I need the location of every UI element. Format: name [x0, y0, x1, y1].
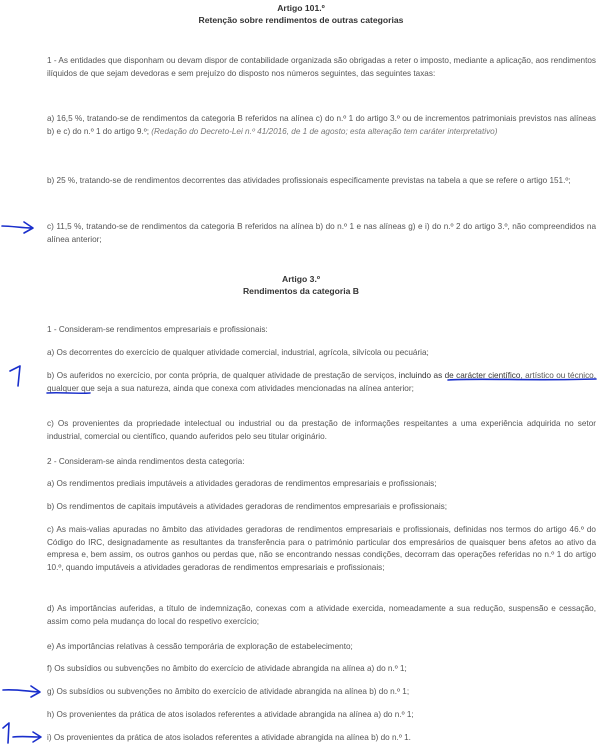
article-101-item-a-text: a) 16,5 %, tratando-se de rendimentos da categoria B referidos na alínea c) do n.º 1 do artigo 3.º ou de incrementos patrimoniais previstos nas alíneas b) e c) do n.º 1 do artigo 9.º; — [47, 114, 596, 136]
article-3-item-1b — [47, 370, 596, 395]
article-3-item-1b-start: b) Os auferidos no exercício, por conta própria, de qualquer atividade de prestação de serviços, — [47, 371, 399, 380]
number-one-mark-2i — [3, 723, 9, 743]
article-3-item-2d: d) As importâncias auferidas, a título de indemnização, conexas com a atividade exercida, nomeadamente a sua redução, suspensão e cessação, assim como pela mudança do local do respetivo exercício; — [47, 604, 596, 626]
arrow-mark-2g — [3, 686, 40, 697]
article-3-item-2g: g) Os subsídios ou subvenções no âmbito do exercício de atividade abrangida na alínea b) do n.º 1; — [47, 687, 410, 696]
article-101-item-a-note: (Redação do Decreto-Lei n.º 41/2016, de 1 de agosto; esta alteração tem caráter interpretativo) — [151, 126, 498, 136]
arrow-mark-2i — [13, 732, 41, 742]
article-3-item-1b-end: , artístico ou técnico, qualquer que seja a sua natureza, ainda que conexa com atividades mencionadas na alínea anterior; — [47, 371, 596, 393]
article-3-item-2h: h) Os provenientes da prática de atos isolados referentes a atividade abrangida na alínea a) do n.º 1; — [47, 710, 414, 719]
article-3-item-2f: f) Os subsídios ou subvenções no âmbito do exercício de atividade abrangida na alínea a) do n.º 1; — [47, 664, 407, 673]
article-3-item-2e: e) As importâncias relativas à cessão temporária de exploração de estabelecimento; — [47, 642, 353, 651]
article-3-heading: Rendimentos da categoria B — [242, 286, 360, 296]
article-3-item-2b: b) Os rendimentos de capitais imputáveis a atividades geradoras de rendimentos empresariais e profissionais; — [47, 502, 448, 511]
article-3-item-2c: c) As mais-valias apuradas no âmbito das atividades geradoras de rendimentos empresariais e profissionais, definidas nos termos do artigo 46.º do Código do IRC, designadamente as resultantes da transferência para o património particular dos empresários de quaisquer bens afetos ao ativo da empresa e, bem assim, os outros ganhos ou perdas que, não se encontrando nessas condições, decorram das operações referidas no n.º 1 do artigo 10.º, quando imputáveis a atividades geradoras de rendimentos empresariais e profissionais; — [47, 525, 596, 572]
article-3-item-2i: i) Os provenientes da prática de atos isolados referentes a atividade abrangida na alínea b) do n.º 1. — [47, 733, 411, 742]
article-101-item-b: b) 25 %, tratando-se de rendimentos decorrentes das atividades profissionais especificamente previstas na tabela a que se refere o artigo 151.º; — [47, 176, 571, 185]
article-101-number: Artigo 101.º — [277, 3, 325, 13]
article-101-paragraph-1: 1 - As entidades que disponham ou devam dispor de contabilidade organizada são obrigadas a reter o imposto, mediante a aplicação, aos rendimentos ilíquidos de que sejam devedoras e sem prejuízo do disposto nos números seguintes, das seguintes taxas: — [47, 56, 596, 78]
article-101-item-a — [47, 113, 596, 138]
arrow-mark-101c — [2, 222, 33, 233]
number-one-mark-1b — [10, 366, 20, 386]
article-101-heading: Retenção sobre rendimentos de outras categorias — [198, 15, 404, 25]
article-3-item-2a: a) Os rendimentos prediais imputáveis a atividades geradoras de rendimentos empresariais e profissionais; — [47, 479, 437, 488]
article-3-item-1b-highlight: incluindo as de carácter científico — [398, 371, 521, 380]
article-3-item-1a: a) Os decorrentes do exercício de qualquer atividade comercial, industrial, agrícola, silvícola ou pecuária; — [47, 348, 429, 357]
article-3-item-1c: c) Os provenientes da propriedade intelectual ou industrial ou da prestação de informações respeitantes a uma experiência adquirida no setor industrial, comercial ou científico, quando auferidos pelo seu titular originário. — [47, 419, 596, 441]
article-101-item-c: c) 11,5 %, tratando-se de rendimentos da categoria B referidos na alínea b) do n.º 1 e nas alíneas g) e i) do n.º 2 do artigo 3.º, não compreendidos na alínea anterior; — [47, 222, 596, 244]
article-3-number-2: 2 - Consideram-se ainda rendimentos desta categoria: — [47, 457, 245, 466]
article-3-number: Artigo 3.º — [282, 274, 320, 284]
article-3-number-1: 1 - Consideram-se rendimentos empresariais e profissionais: — [47, 325, 268, 334]
